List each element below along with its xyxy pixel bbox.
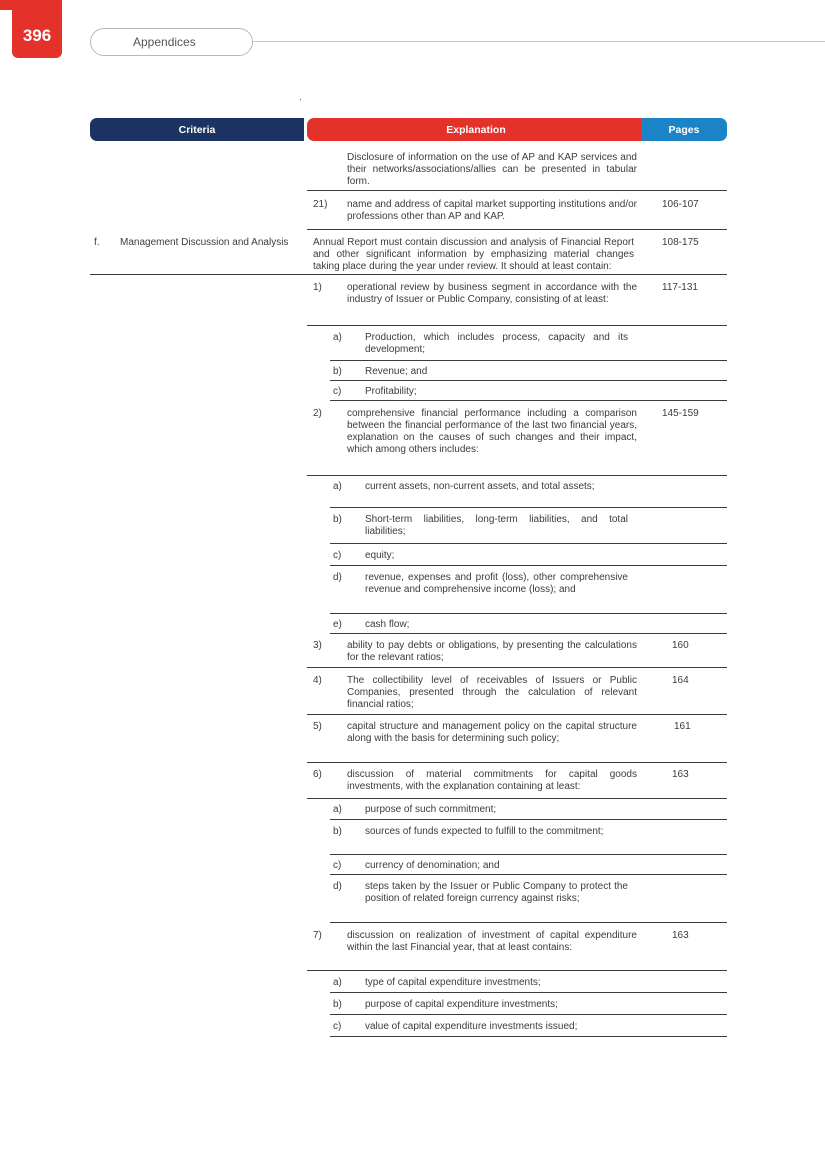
row-text: purpose of such commitment; — [365, 804, 497, 815]
section-label: Appendices — [90, 28, 253, 56]
row-page: 163 — [672, 769, 689, 780]
row-text: discussion on realization of investment of capital expenditure within the last Financial year, that at least contains: — [347, 930, 637, 953]
table-row — [330, 381, 727, 401]
row-sub-letter: b) — [333, 366, 342, 377]
table-row — [330, 799, 727, 820]
row-text: cash flow; — [365, 619, 410, 630]
row-text: discussion of material commitments for capital goods investments, with the explanation containing at least: — [347, 769, 637, 792]
row-text: sources of funds expected to fulfill to the commitment; — [365, 826, 604, 837]
row-text: type of capital expenditure investments; — [365, 977, 541, 988]
row-sub-letter: c) — [333, 1021, 342, 1032]
row-sub-letter: e) — [333, 619, 342, 630]
table-row — [307, 401, 727, 476]
row-number: 7) — [313, 930, 322, 941]
table-row — [307, 715, 727, 763]
header-rule — [253, 41, 825, 42]
row-text: capital structure and management policy on the capital structure along with the basis for determining such policy; — [347, 721, 637, 744]
table-row — [330, 971, 727, 993]
row-number: 5) — [313, 721, 322, 732]
row-sub-letter: c) — [333, 550, 342, 561]
row-text: Annual Report must contain discussion and analysis of Financial Report and other significant information by emphasizing material changes taking place during the year under review. It should at least contain: — [313, 237, 634, 272]
stray-dot — [300, 99, 301, 100]
row-text: Revenue; and — [365, 366, 428, 377]
row-text: operational review by business segment in accordance with the industry of Issuer or Public Company, consisting of at least: — [347, 282, 637, 305]
row-text: steps taken by the Issuer or Public Company to protect the position of related foreign currency against risks; — [365, 881, 628, 904]
table-row — [330, 1015, 727, 1037]
table-row — [330, 476, 727, 508]
table-row — [330, 820, 727, 855]
row-number: 21) — [313, 199, 328, 210]
row-text: purpose of capital expenditure investments; — [365, 999, 558, 1010]
table-row — [330, 566, 727, 614]
row-page: 160 — [672, 640, 689, 651]
row-number: 1) — [313, 282, 322, 293]
table-row — [330, 855, 727, 875]
row-sub-letter: a) — [333, 481, 342, 492]
explanation-header: Explanation — [307, 118, 645, 141]
row-sub-letter: c) — [333, 386, 342, 397]
row-sub-letter: d) — [333, 572, 342, 583]
row-number: 3) — [313, 640, 322, 651]
criteria-letter: f. — [94, 237, 100, 248]
row-page: 161 — [674, 721, 691, 732]
table-row — [307, 763, 727, 799]
row-page: 106-107 — [662, 199, 699, 210]
row-text: name and address of capital market supporting institutions and/or professions other than AP and KAP. — [347, 199, 637, 222]
row-text: ability to pay debts or obligations, by presenting the calculations for the relevant ratios; — [347, 640, 637, 663]
table-row — [330, 508, 727, 544]
row-number: 6) — [313, 769, 322, 780]
row-page: 145-159 — [662, 408, 699, 419]
table-row — [307, 275, 727, 326]
page-number: 396 — [12, 0, 62, 58]
criteria-table — [90, 145, 727, 1037]
table-row — [330, 326, 727, 361]
row-sub-letter: d) — [333, 881, 342, 892]
row-sub-letter: b) — [333, 826, 342, 837]
row-page: 164 — [672, 675, 689, 686]
row-sub-letter: b) — [333, 999, 342, 1010]
table-row — [330, 993, 727, 1015]
table-row — [330, 614, 727, 634]
row-text: The collectibility level of receivables of Issuers or Public Companies, presented through the calculation of relevant financial ratios; — [347, 675, 637, 710]
row-sub-letter: a) — [333, 332, 342, 343]
row-sub-letter: b) — [333, 514, 342, 525]
row-text: Short-term liabilities, long-term liabilities, and total liabilities; — [365, 514, 628, 537]
row-text: currency of denomination; and — [365, 860, 500, 871]
row-text: Profitability; — [365, 386, 417, 397]
row-sub-letter: c) — [333, 860, 342, 871]
table-row — [330, 361, 727, 381]
table-row — [307, 634, 727, 668]
page-tab-notch — [0, 0, 12, 10]
row-page: 108-175 — [662, 237, 699, 248]
row-text: current assets, non-current assets, and total assets; — [365, 481, 595, 492]
criteria-text: Management Discussion and Analysis — [120, 237, 289, 248]
row-page: 117-131 — [662, 282, 698, 293]
row-number: 2) — [313, 408, 322, 419]
row-number: 4) — [313, 675, 322, 686]
table-row — [90, 230, 727, 275]
table-row — [330, 875, 727, 923]
table-row — [330, 544, 727, 566]
row-text: value of capital expenditure investments issued; — [365, 1021, 578, 1032]
table-row — [307, 668, 727, 715]
row-text: Production, which includes process, capacity and its development; — [365, 332, 628, 355]
table-row — [307, 145, 727, 191]
row-text: comprehensive financial performance including a comparison between the financial performance of the last two financial years, explanation on the causes of such changes and their impact, which among others includes: — [347, 408, 637, 455]
row-text: equity; — [365, 550, 395, 561]
table-row — [307, 191, 727, 230]
table-row — [307, 923, 727, 971]
row-sub-letter: a) — [333, 977, 342, 988]
criteria-header: Criteria — [90, 118, 304, 141]
pages-header: Pages — [641, 118, 727, 141]
row-page: 163 — [672, 930, 689, 941]
row-sub-letter: a) — [333, 804, 342, 815]
row-text: revenue, expenses and profit (loss), other comprehensive revenue and comprehensive income (loss); and — [365, 572, 628, 595]
row-text: Disclosure of information on the use of AP and KAP services and their networks/associations/allies can be presented in tabular form. — [347, 152, 637, 187]
